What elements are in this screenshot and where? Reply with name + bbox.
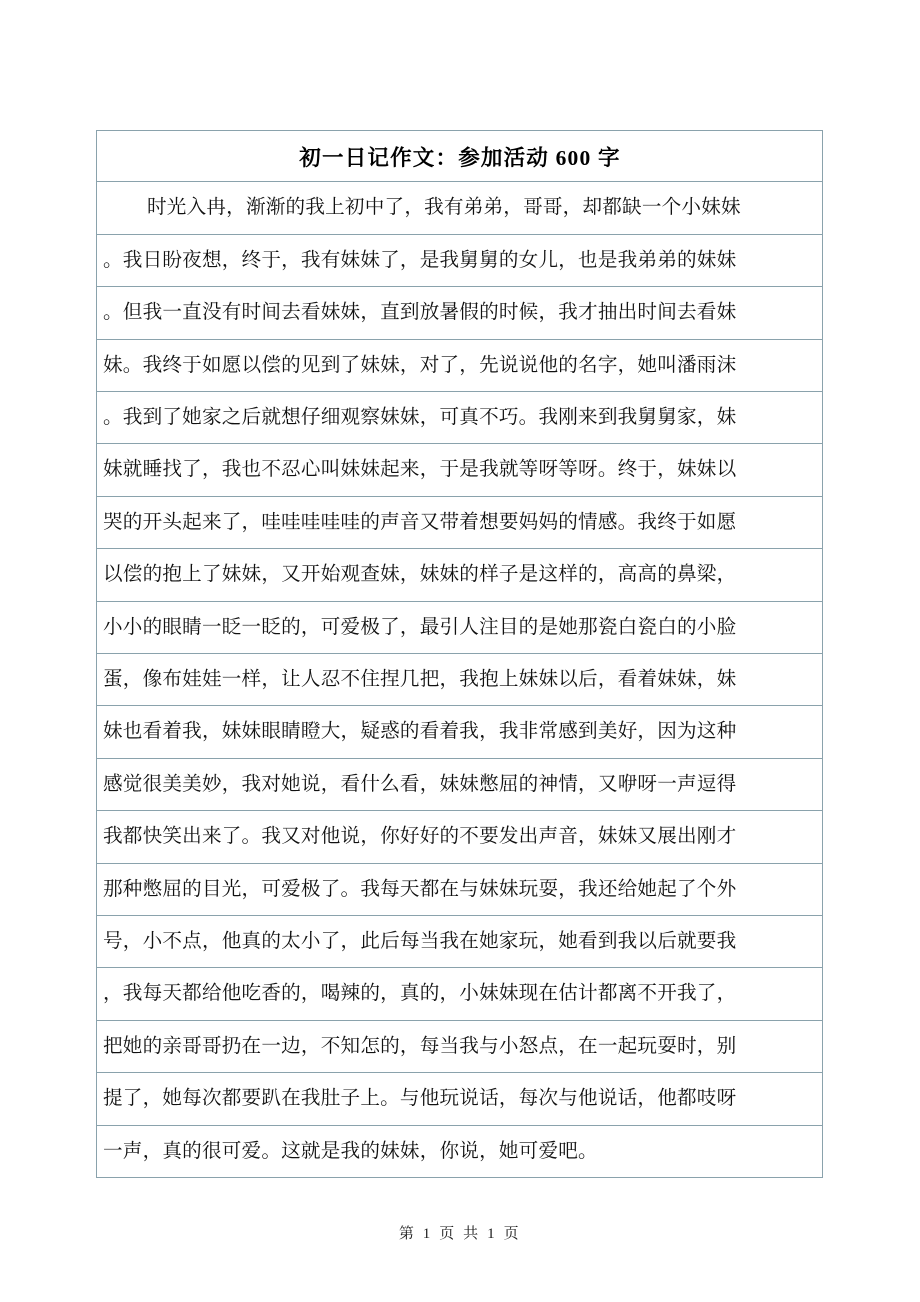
essay-line: 妹也看着我，妹妹眼睛瞪大，疑惑的看着我，我非常感到美好，因为这种: [97, 706, 823, 758]
essay-line: 把她的亲哥哥扔在一边，不知怎的，每当我与小怒点，在一起玩耍时，别: [97, 1020, 823, 1072]
table-row: [97, 444, 823, 496]
essay-line: ，我每天都给他吃香的，喝辣的，真的，小妹妹现在估计都离不开我了，: [97, 968, 823, 1020]
table-row: [97, 706, 823, 758]
table-row: [97, 654, 823, 706]
essay-table-body: [97, 131, 823, 1178]
title-row: [97, 131, 823, 182]
essay-line: 时光入冉，渐渐的我上初中了，我有弟弟，哥哥，却都缺一个小妹妹: [97, 182, 823, 234]
essay-line: 号，小不点，他真的太小了，此后每当我在她家玩，她看到我以后就要我: [97, 916, 823, 968]
table-row: [97, 287, 823, 339]
essay-line: 蛋，像布娃娃一样，让人忍不住捏几把，我抱上妹妹以后，看着妹妹，妹: [97, 654, 823, 706]
essay-line: 妹。我终于如愿以偿的见到了妹妹，对了，先说说他的名字，她叫潘雨沫: [97, 339, 823, 391]
essay-line: 那种憋屈的目光，可爱极了。我每天都在与妹妹玩耍，我还给她起了个外: [97, 863, 823, 915]
table-row: [97, 1073, 823, 1125]
table-row: [97, 549, 823, 601]
essay-line: 妹就睡找了，我也不忍心叫妹妹起来，于是我就等呀等呀。终于，妹妹以: [97, 444, 823, 496]
essay-line: 哭的开头起来了，哇哇哇哇哇的声音又带着想要妈妈的情感。我终于如愿: [97, 496, 823, 548]
table-row: [97, 916, 823, 968]
essay-line: 一声，真的很可爱。这就是我的妹妹，你说，她可爱吧。: [97, 1125, 823, 1177]
table-row: [97, 811, 823, 863]
table-row: [97, 339, 823, 391]
document-title: 初一日记作文：参加活动 600 字: [97, 131, 823, 182]
table-row: [97, 968, 823, 1020]
table-row: [97, 1020, 823, 1072]
table-row: [97, 496, 823, 548]
essay-line: 。我日盼夜想，终于，我有妹妹了，是我舅舅的女儿，也是我弟弟的妹妹: [97, 234, 823, 286]
essay-line: 以偿的抱上了妹妹，又开始观查妹，妹妹的样子是这样的，高高的鼻梁，: [97, 549, 823, 601]
table-row: [97, 1125, 823, 1177]
table-row: [97, 392, 823, 444]
essay-line: 我都快笑出来了。我又对他说，你好好的不要发出声音，妹妹又展出刚才: [97, 811, 823, 863]
table-row: [97, 601, 823, 653]
table-row: [97, 758, 823, 810]
essay-line: 小小的眼睛一眨一眨的，可爱极了，最引人注目的是她那瓷白瓷白的小脸: [97, 601, 823, 653]
table-row: [97, 863, 823, 915]
essay-line: 提了，她每次都要趴在我肚子上。与他玩说话，每次与他说话，他都吱呀: [97, 1073, 823, 1125]
essay-line: 感觉很美美妙，我对她说，看什么看，妹妹憋屈的神情，又咿呀一声逗得: [97, 758, 823, 810]
essay-line: 。但我一直没有时间去看妹妹，直到放暑假的时候，我才抽出时间去看妹: [97, 287, 823, 339]
page-footer: 第 1 页 共 1 页: [398, 1226, 522, 1242]
essay-table: [96, 130, 823, 1178]
table-row: [97, 234, 823, 286]
table-row: [97, 182, 823, 234]
essay-line: 。我到了她家之后就想仔细观察妹妹，可真不巧。我刚来到我舅舅家，妹: [97, 392, 823, 444]
